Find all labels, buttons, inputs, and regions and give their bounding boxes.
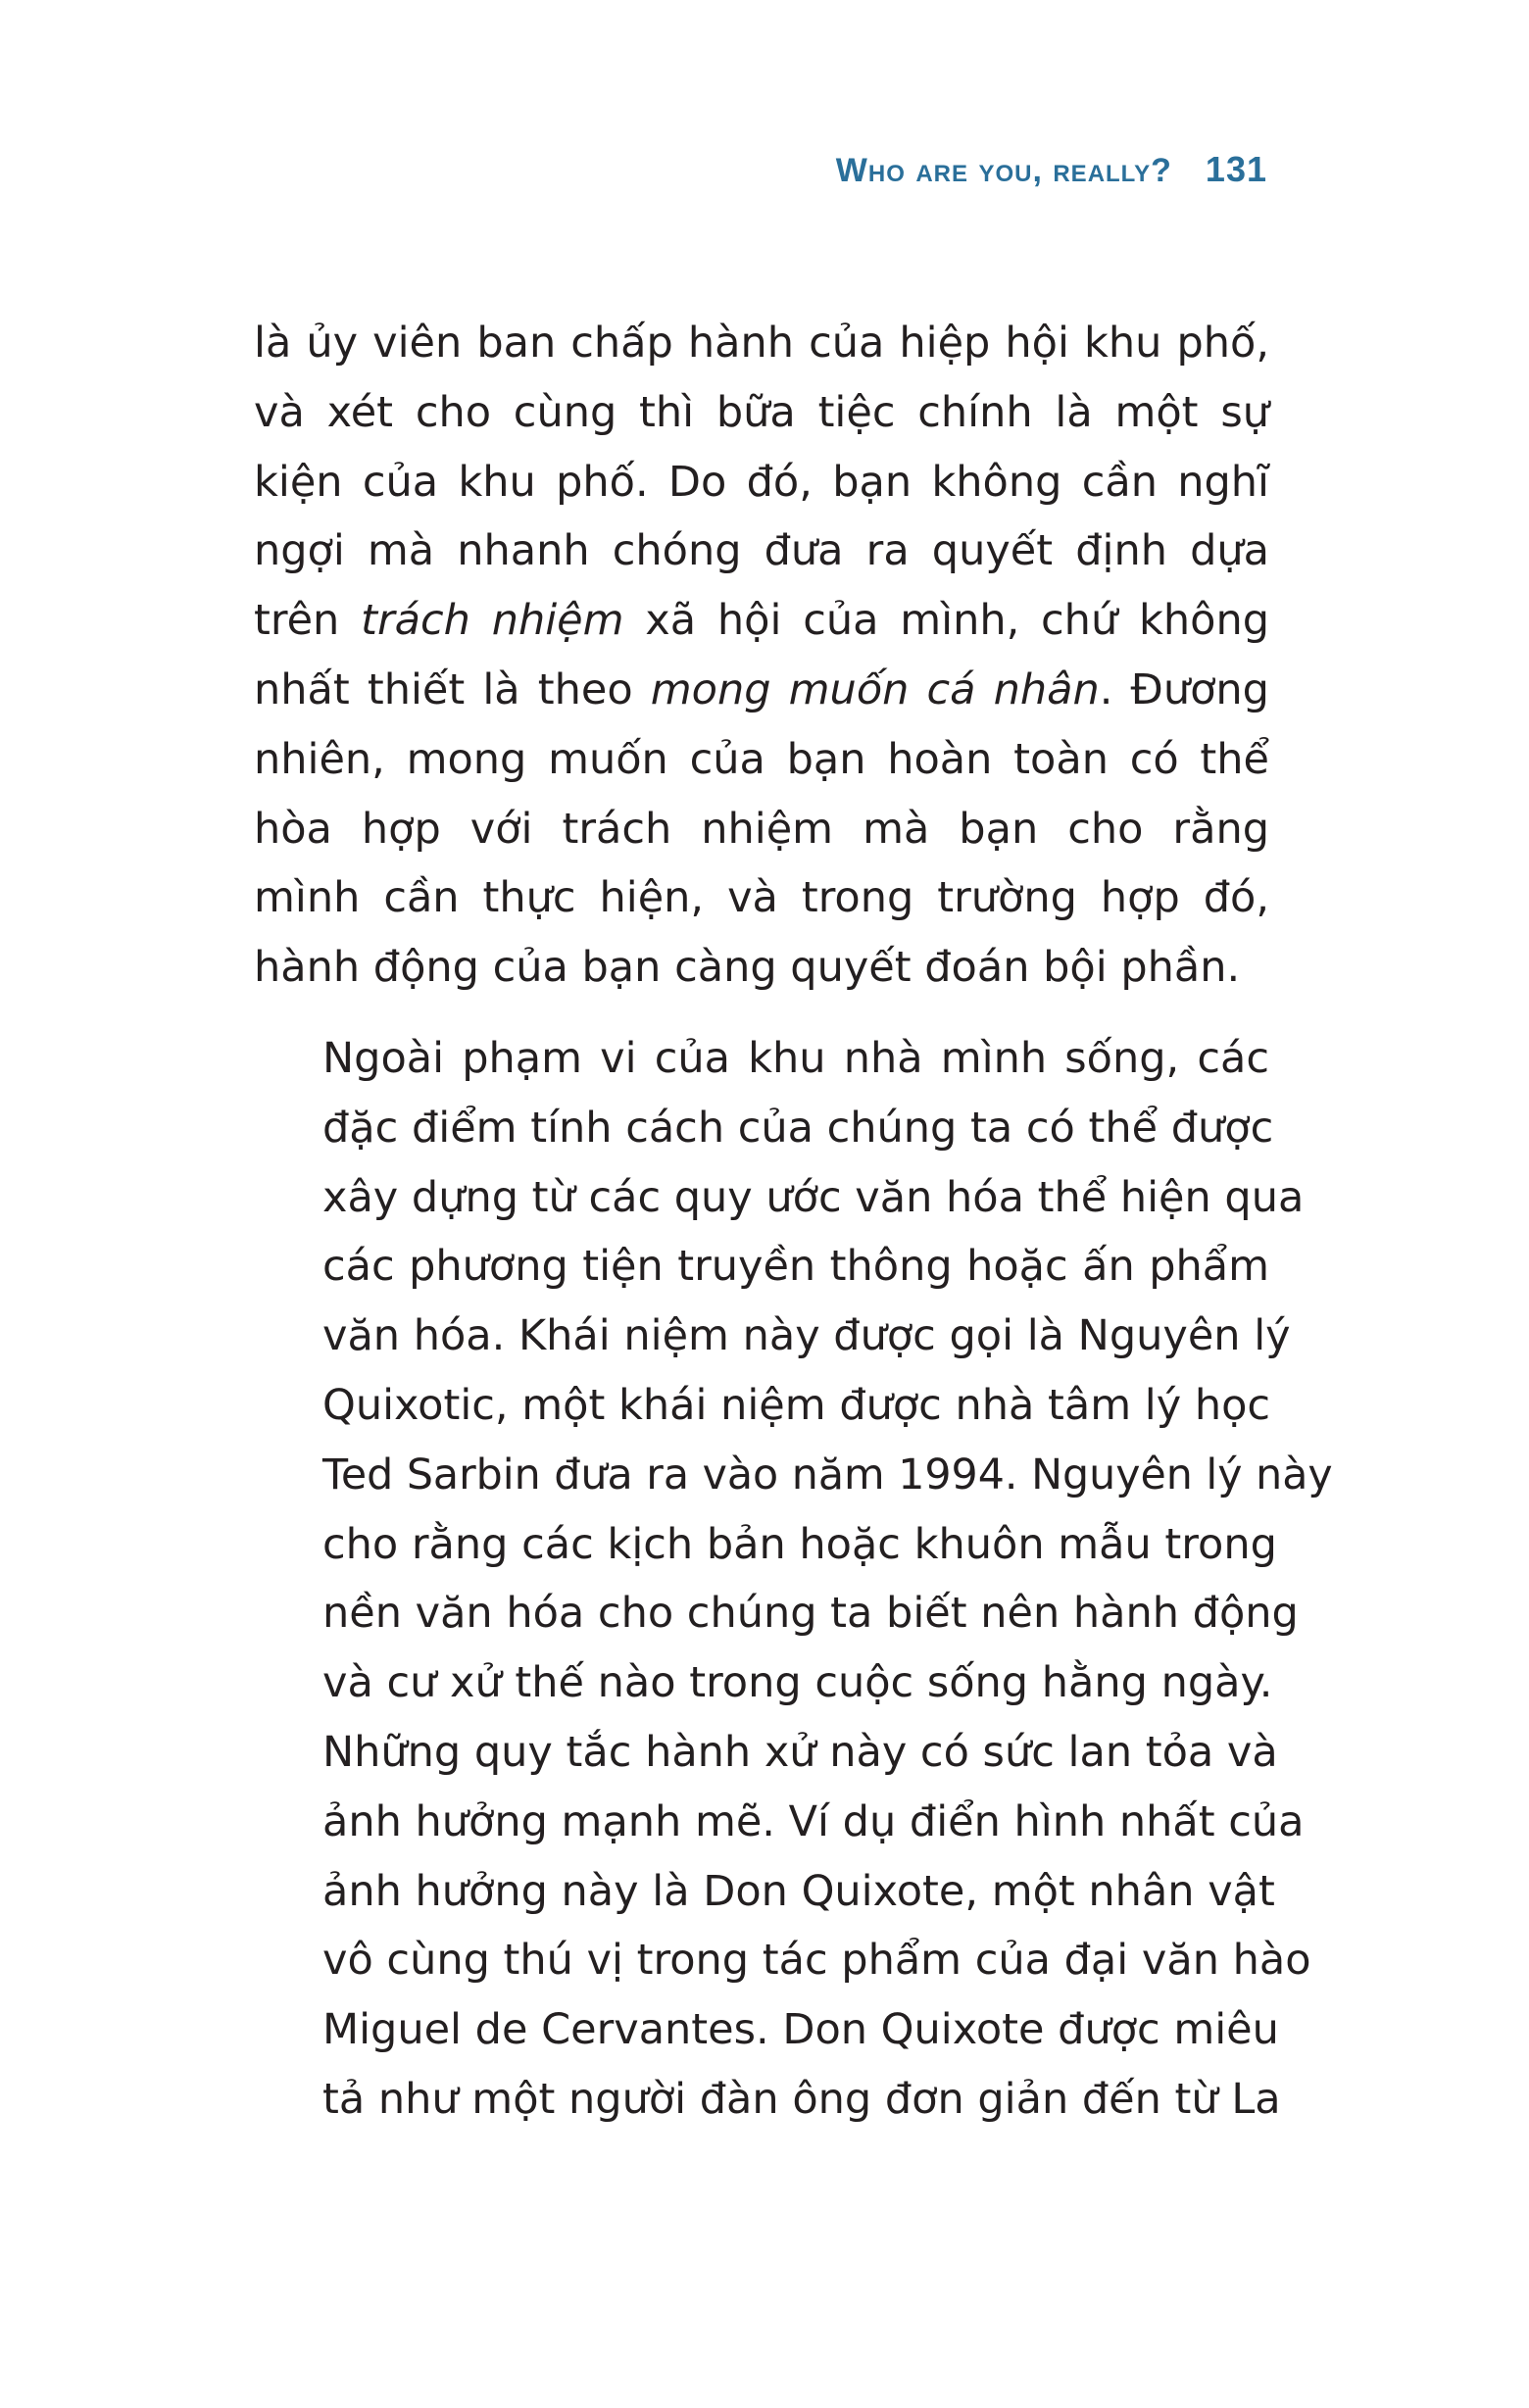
emphasis-text: trách nhiệm bbox=[361, 596, 624, 646]
paragraph-2 bbox=[254, 1024, 1333, 2135]
text-line: hành động của bạn càng quyết đoán bội phần. bbox=[254, 943, 1241, 993]
text-line: các phương tiện truyền thông hoặc ấn phẩm bbox=[322, 1242, 1269, 1292]
text-line: đặc điểm tính cách của chúng ta có thể được bbox=[322, 1103, 1274, 1153]
text-line bbox=[254, 586, 1269, 656]
text-line: Những quy tắc hành xử này có sức lan tỏa và bbox=[322, 1727, 1278, 1777]
text-line: Quixotic, một khái niệm được nhà tâm lý học bbox=[322, 1380, 1271, 1430]
text-line: và cư xử thế nào trong cuộc sống hằng ngày. bbox=[322, 1658, 1273, 1708]
text-run: trên bbox=[254, 596, 362, 646]
text-line: văn hóa. Khái niệm này được gọi là Nguyên lý bbox=[322, 1311, 1291, 1361]
text-line: mình cần thực hiện, và trong trường hợp đó, bbox=[254, 873, 1269, 923]
text-line: xây dựng từ các quy ước văn hóa thể hiện qua bbox=[322, 1172, 1305, 1222]
text-run: . Đương bbox=[1099, 664, 1269, 714]
text-line: kiện của khu phố. Do đó, bạn không cần nghĩ bbox=[254, 457, 1269, 507]
emphasis-text: mong muốn cá nhân bbox=[650, 664, 1100, 714]
text-line: ảnh hưởng mạnh mẽ. Ví dụ điển hình nhất của bbox=[322, 1796, 1305, 1846]
text-line: vô cùng thú vị trong tác phẩm của đại văn hào bbox=[322, 1936, 1311, 1986]
text-line: Ngoài phạm vi của khu nhà mình sống, các bbox=[322, 1033, 1269, 1083]
text-run: xã hội của mình, chứ không bbox=[623, 596, 1269, 646]
text-line: là ủy viên ban chấp hành của hiệp hội khu phố, bbox=[254, 319, 1269, 368]
text-line: tả như một người đàn ông đơn giản đến từ La bbox=[322, 2074, 1281, 2124]
body-text bbox=[254, 309, 1333, 2135]
text-line: ảnh hưởng này là Don Quixote, một nhân vật bbox=[322, 1866, 1275, 1916]
text-line: Ted Sarbin đưa ra vào năm 1994. Nguyên lý này bbox=[322, 1450, 1333, 1499]
text-line: hòa hợp với trách nhiệm mà bạn cho rằng bbox=[254, 804, 1269, 854]
running-header bbox=[836, 149, 1267, 190]
text-run: nhất thiết là theo bbox=[254, 664, 651, 714]
text-line: nền văn hóa cho chúng ta biết nên hành động bbox=[322, 1589, 1299, 1639]
text-line: nhiên, mong muốn của bạn hoàn toàn có thể bbox=[254, 734, 1269, 784]
text-line: và xét cho cùng thì bữa tiệc chính là một sự bbox=[254, 387, 1269, 437]
text-line: ngợi mà nhanh chóng đưa ra quyết định dựa bbox=[254, 526, 1269, 576]
text-line: Miguel de Cervantes. Don Quixote được miêu bbox=[322, 2005, 1279, 2055]
paragraph-1 bbox=[254, 309, 1269, 1003]
text-line bbox=[254, 656, 1269, 725]
text-line: cho rằng các kịch bản hoặc khuôn mẫu trong bbox=[322, 1519, 1277, 1569]
running-title: Who are you, really? bbox=[835, 152, 1172, 189]
page-number: 131 bbox=[1205, 149, 1267, 189]
